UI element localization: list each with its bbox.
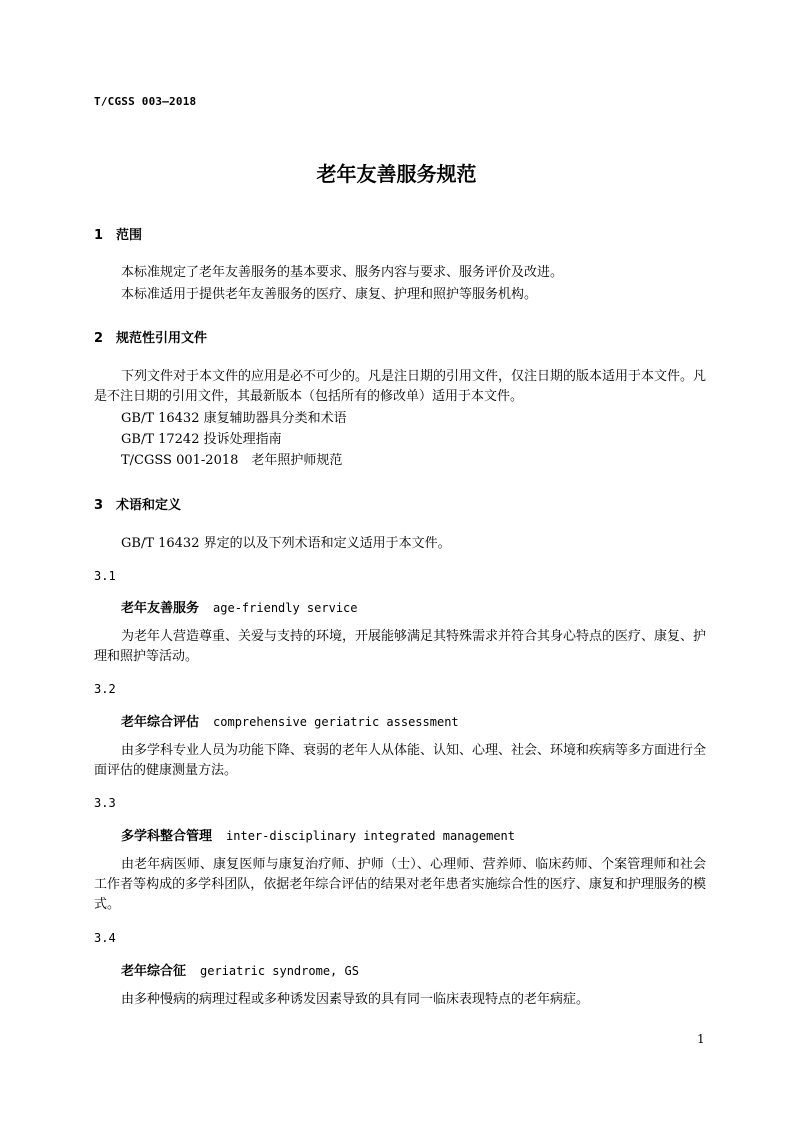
section-number: 3 xyxy=(94,498,104,513)
term-heading xyxy=(121,711,459,730)
reference-item: GB/T 17242 投诉处理指南 xyxy=(121,432,282,447)
term-zh: 老年综合评估 xyxy=(121,715,200,730)
term-definition: 为老年人营造尊重、关爱与支持的环境，开展能够满足其特殊需求并符合其身心特点的医疗、康复、护理和照护等活动。 xyxy=(94,629,707,664)
reference-item: GB/T 16432 康复辅助器具分类和术语 xyxy=(121,411,347,426)
section-title: 规范性引用文件 xyxy=(116,331,208,346)
paragraph: 本标准适用于提供老年友善服务的医疗、康复、护理和照护等服务机构。 xyxy=(121,287,538,302)
section-heading-3 xyxy=(94,494,181,513)
section-number: 1 xyxy=(94,228,104,243)
term-zh: 老年友善服务 xyxy=(121,601,200,616)
page-title: 老年友善服务规范 xyxy=(316,162,477,186)
term-zh: 老年综合征 xyxy=(121,964,187,979)
paragraph: 下列文件对于本文件的应用是必不可少的。凡是注日期的引用文件，仅注日期的版本适用于本文件。凡是不注日期的引用文件，其最新版本（包括所有的修改单）适用于本文件。 xyxy=(94,369,707,404)
clause-number: 3.4 xyxy=(94,931,116,945)
reference-item: T/CGSS 001-2018 老年照护师规范 xyxy=(121,453,343,468)
term-zh: 多学科整合管理 xyxy=(121,829,213,844)
term-heading xyxy=(121,597,358,616)
clause-number: 3.1 xyxy=(94,569,116,583)
page-number: 1 xyxy=(697,1032,705,1046)
section-title: 范围 xyxy=(116,228,143,243)
paragraph: GB/T 16432 界定的以及下列术语和定义适用于本文件。 xyxy=(121,536,451,551)
clause-number: 3.3 xyxy=(94,796,116,810)
section-heading-2 xyxy=(94,327,207,346)
clause-number: 3.2 xyxy=(94,682,116,696)
section-title: 术语和定义 xyxy=(116,498,182,513)
term-heading xyxy=(121,825,515,844)
doc-code: T/CGSS 003—2018 xyxy=(94,95,197,108)
term-definition: 由老年病医师、康复医师与康复治疗师、护师（士）、心理师、营养师、临床药师、个案管理师和社会工作者等构成的多学科团队，依据老年综合评估的结果对老年患者实施综合性的医疗、康复和护理服务的模式。 xyxy=(94,857,706,912)
term-en: age-friendly service xyxy=(213,601,358,615)
paragraph: 本标准规定了老年友善服务的基本要求、服务内容与要求、服务评价及改进。 xyxy=(121,265,564,280)
term-definition: 由多种慢病的病理过程或多种诱发因素导致的具有同一临床表现特点的老年病症。 xyxy=(121,992,590,1007)
term-en: comprehensive geriatric assessment xyxy=(213,715,459,729)
term-en: inter-disciplinary integrated management xyxy=(226,829,515,843)
term-heading xyxy=(121,960,359,979)
term-en: geriatric syndrome, GS xyxy=(200,964,359,978)
section-number: 2 xyxy=(94,331,104,346)
section-heading-1 xyxy=(94,224,142,243)
term-definition: 由多学科专业人员为功能下降、衰弱的老年人从体能、认知、心理、社会、环境和疾病等多方面进行全面评估的健康测量方法。 xyxy=(94,743,707,778)
